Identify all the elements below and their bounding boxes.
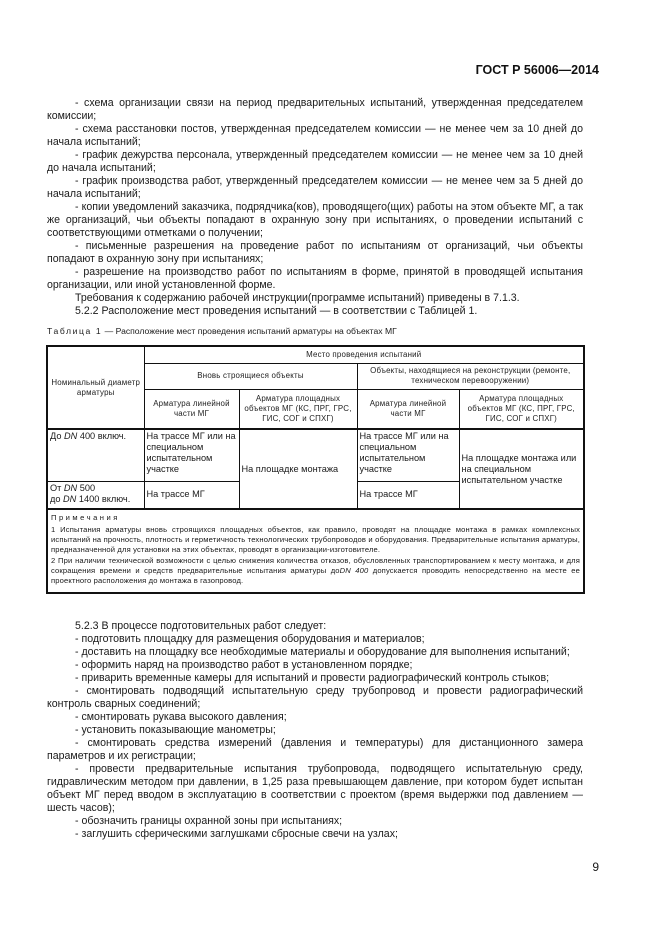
header-new-site-valves: Арматура площадных объектов МГ (КС, ПРГ, ГРС, ГИС, СОГ и СПХГ): [239, 389, 357, 429]
note-2: 2 При наличии технической возможности с целью снижения количества отказов, обусловленных транспортированием к месту монтажа, и для сокращения времени и средств предварительные испытания арматуры доDN 400 допускается проводить непосредственно на месте ее проектного расположения до монтажа в газопровод.: [51, 556, 581, 585]
list-item: - подготовить площадку для размещения оборудования и материалов;: [75, 633, 425, 645]
list-item: - смонтировать средства измерений (давления и температуры) для дистанционного замера параметров и их регистрации;: [47, 737, 583, 762]
test-locations-table: [46, 345, 585, 594]
table-cell-recon-linear: На трассе МГ или на специальном испытательном участке: [357, 429, 459, 481]
table-notes: [47, 509, 584, 593]
list-item: - обозначить границы охранной зоны при испытаниях;: [75, 815, 343, 827]
header-new-linear-valves: Арматура линейной части МГ: [144, 389, 239, 429]
note-1: 1 Испытания арматуры вновь строящихся площадных объектов, как правило, проводят на площадке монтажа в рамках комплексных испытаний на прочность, плотность и герметичность технологических трубопроводов и оборудования. Предварительные испытания арматуры, предназначенной для установки на этих объектах, проводят в организации-изготовителе.: [51, 525, 581, 554]
list-item: - установить показывающие манометры;: [75, 724, 276, 736]
table-cell-recon-linear: На трассе МГ: [357, 481, 459, 509]
preparatory-works-list: [47, 620, 583, 841]
table-cell-new-linear: На трассе МГ: [144, 481, 239, 509]
list-item: - доставить на площадку все необходимые материалы и оборудование для выполнения испытаний;: [75, 646, 570, 658]
list-item: - разрешение на производство работ по испытаниям в форме, принятой в проводящей испытания организации, или иной установленной форме.: [47, 266, 583, 291]
header-test-location: Место проведения испытаний: [144, 346, 584, 363]
section-5-2-3: 5.2.3 В процессе подготовительных работ следует:: [75, 620, 327, 632]
header-new-objects: Вновь строящиеся объекты: [144, 363, 357, 389]
list-item: - письменные разрешения на проведение работ по испытаниям от организаций, чьи объекты попадают в охранную зону при испытаниях;: [47, 240, 583, 265]
notes-title: Примечания: [51, 513, 120, 522]
list-item: - оформить наряд на производство работ в установленном порядке;: [75, 659, 413, 671]
list-item: - заглушить сферическими заглушками сбросные свечи на узлах;: [75, 828, 398, 840]
table-cell-new-linear: На трассе МГ или на специальном испытательном участке: [144, 429, 239, 481]
table-caption: [47, 326, 397, 336]
table-caption-prefix: Таблица 1: [47, 326, 103, 336]
page-number: 9: [592, 860, 599, 874]
document-header-id: ГОСТ Р 56006—2014: [475, 63, 599, 77]
list-item: - график производства работ, утвержденный председателем комиссии — не менее чем за 5 дней до начала испытаний;: [47, 175, 583, 200]
header-recon-site-valves: Арматура площадных объектов МГ (КС, ПРГ, ГРС, ГИС, СОГ и СПХГ): [459, 389, 584, 429]
table-cell-new-site: На площадке монтажа: [239, 429, 357, 509]
list-item: - смонтировать рукава высокого давления;: [75, 711, 287, 723]
list-item: - схема расстановки постов, утвержденная председателем комиссии — не менее чем за 10 дней до начала испытаний;: [47, 123, 583, 148]
header-reconstruction-objects: Объекты, находящиеся на реконструкции (ремонте, техническом перевооружении): [357, 363, 584, 389]
list-item: - график дежурства персонала, утвержденный председателем комиссии — не менее чем за 10 дней до начала испытаний;: [47, 149, 583, 174]
header-recon-linear-valves: Арматура линейной части МГ: [357, 389, 459, 429]
list-item: - смонтировать подводящий испытательную среду трубопровод и провести радиографический контроль сварных соединений;: [47, 685, 583, 710]
header-nominal-diameter: Номинальный диаметр арматуры: [47, 346, 144, 429]
table-cell-recon-site: На площадке монтажа или на специальном испытательном участке: [459, 429, 584, 509]
list-item: - схема организации связи на период предварительных испытаний, утвержденная председателем комиссии;: [47, 97, 583, 122]
list-item: - копии уведомлений заказчика, подрядчика(ков), проводящего(щих) работы на этом объекте МГ, а так же организаций, чьи объекты попадают в охранную зону при испытаниях, о проведении испытаний с соответствующими отметками о получении;: [47, 201, 583, 239]
table-cell-diameter: От DN 500 до DN 1400 включ.: [47, 481, 144, 509]
list-item: - приварить временные камеры для испытаний и провести радиографический контроль стыков;: [75, 672, 550, 684]
requirements-list: [47, 97, 583, 318]
section-5-2-2: 5.2.2 Расположение мест проведения испытаний — в соответствии с Таблицей 1.: [75, 305, 478, 317]
list-item: - провести предварительные испытания трубопровода, подводящего испытательную среду, гидравлическим методом при давлении, в 1,25 раза превышающем давление, при котором будет испытан объект МГ перед вводом в эксплуатацию в соответствии с проектом (время выдержки под давлением — шесть часов);: [47, 763, 583, 814]
table-caption-text: — Расположение мест проведения испытаний арматуры на объектах МГ: [102, 326, 397, 336]
table-cell-diameter: До DN 400 включ.: [47, 429, 144, 481]
paragraph-requirements-ref: Требования к содержанию рабочей инструкции(программе испытаний) приведены в 7.1.3.: [75, 292, 520, 304]
